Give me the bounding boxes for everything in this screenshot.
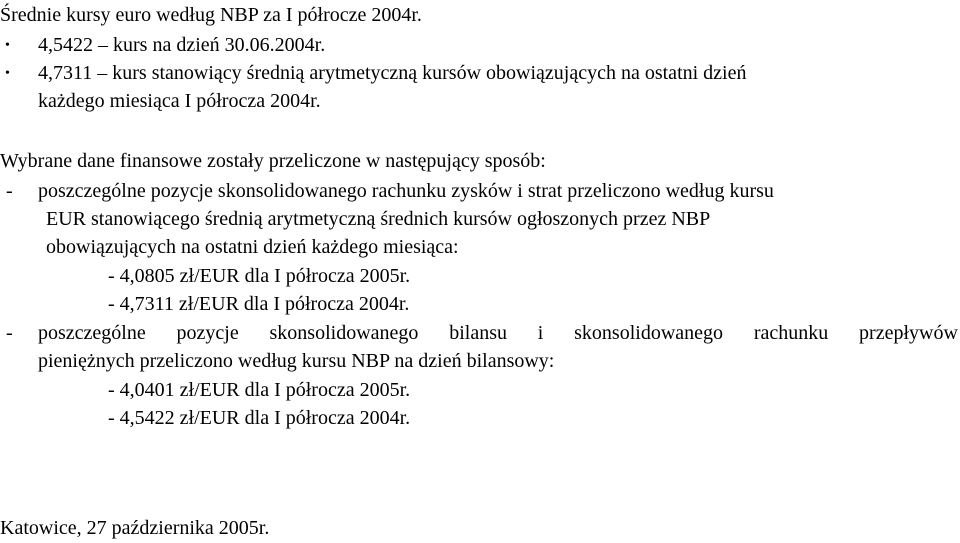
section2-word: bilansu xyxy=(449,322,507,344)
bullet-item-2-continuation: każdego miesiąca I półrocza 2004r. xyxy=(38,90,321,112)
section2-word: pozycje xyxy=(176,322,239,344)
section2-dash: - xyxy=(6,322,13,344)
section2-word: skonsolidowanego xyxy=(269,322,419,344)
document-title: Średnie kursy euro według NBP za I półrocze 2004r. xyxy=(0,4,422,26)
section2-rate-2005: - 4,0401 zł/EUR dla I półrocza 2005r. xyxy=(108,379,411,401)
bullet-icon: • xyxy=(5,66,10,81)
section2-word: poszczególne xyxy=(38,322,146,344)
section2-line1 xyxy=(38,320,958,346)
section2-line2: pieniężnych przeliczono według kursu NBP na dzień bilansowy: xyxy=(38,350,555,372)
section2-rate-2004: - 4,5422 zł/EUR dla I półrocza 2004r. xyxy=(108,407,411,429)
bullet-item-2: 4,7311 – kurs stanowiący średnią arytmetyczną kursów obowiązujących na ostatni dzień xyxy=(38,62,747,84)
section2-word: skonsolidowanego xyxy=(574,322,724,344)
section1-line1: poszczególne pozycje skonsolidowanego rachunku zysków i strat przeliczono według kursu xyxy=(38,180,774,202)
bullet-icon: • xyxy=(5,38,10,53)
signature-place-date: Katowice, 27 października 2005r. xyxy=(0,517,270,539)
section1-rate-2005: - 4,0805 zł/EUR dla I półrocza 2005r. xyxy=(108,265,411,287)
section2-word: przepływów xyxy=(859,322,958,344)
section1-dash: - xyxy=(6,180,13,202)
section1-line3: obowiązujących na ostatni dzień każdego miesiąca: xyxy=(46,236,459,258)
section1-line2: EUR stanowiącego średnią arytmetyczną średnich kursów ogłoszonych przez NBP xyxy=(46,208,711,230)
intro-text: Wybrane dane finansowe zostały przeliczone w następujący sposób: xyxy=(0,150,546,172)
section2-word: i xyxy=(537,322,544,344)
section1-rate-2004: - 4,7311 zł/EUR dla I półrocza 2004r. xyxy=(108,293,410,315)
bullet-item-1: 4,5422 – kurs na dzień 30.06.2004r. xyxy=(38,34,326,56)
section2-word: rachunku xyxy=(753,322,829,344)
